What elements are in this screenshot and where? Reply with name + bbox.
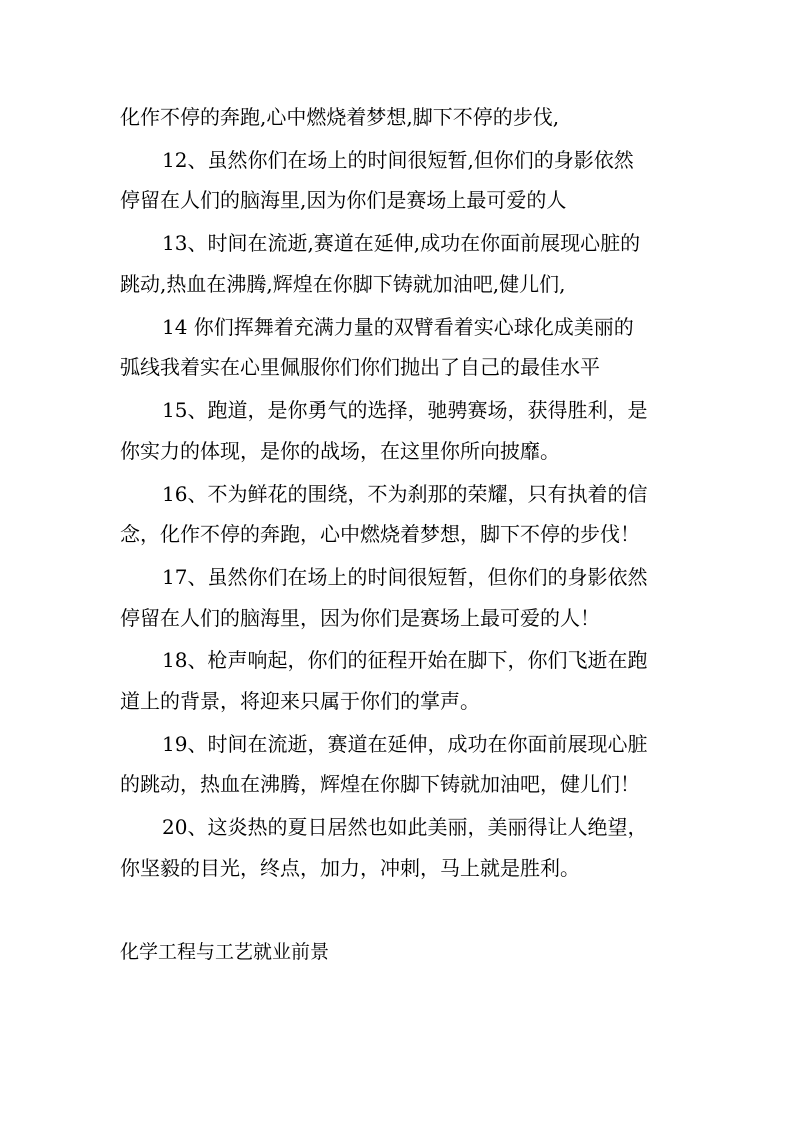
text-line-19: 你坚毅的目光，终点，加力，冲刺，马上就是胜利。 [120,856,580,880]
text-line-5: 跳动,热血在沸腾,辉煌在你脚下铸就加油吧,健儿们, [120,272,566,296]
text-line-12: 17、虽然你们在场上的时间很短暂，但你们的身影依然 [162,565,648,589]
text-line-2: 12、虽然你们在场上的时间很短暂,但你们的身影依然 [162,148,634,172]
text-line-10: 16、不为鲜花的围绕，不为刹那的荣耀，只有执着的信 [162,482,648,506]
text-line-4: 13、时间在流逝,赛道在延伸,成功在你面前展现心脏的 [162,231,641,255]
text-line-18: 20、这炎热的夏日居然也如此美丽，美丽得让人绝望， [162,815,648,839]
text-line-16: 19、时间在流逝，赛道在延伸，成功在你面前展现心脏 [162,732,648,756]
text-line-8: 15、跑道，是你勇气的选择，驰骋赛场，获得胜利，是 [162,398,648,422]
text-line-13: 停留在人们的脑海里，因为你们是赛场上最可爱的人！ [120,606,600,630]
text-line-7: 弧线我着实在心里佩服你们你们抛出了自己的最佳水平 [120,355,600,379]
text-line-14: 18、枪声响起，你们的征程开始在脚下，你们飞逝在跑 [162,648,648,672]
text-line-9: 你实力的体现，是你的战场，在这里你所向披靡。 [120,439,560,463]
text-line-11: 念，化作不停的奔跑，心中燃烧着梦想，脚下不停的步伐！ [120,522,640,546]
text-line-17: 的跳动，热血在沸腾，辉煌在你脚下铸就加油吧，健儿们！ [120,772,640,796]
text-line-15: 道上的背景，将迎来只属于你们的掌声。 [120,689,480,713]
section-heading: 化学工程与工艺就业前景 [120,941,330,963]
text-line-6: 14 你们挥舞着充满力量的双臂看着实心球化成美丽的 [162,315,634,339]
text-line-1: 化作不停的奔跑,心中燃烧着梦想,脚下不停的步伐, [120,105,560,129]
text-line-3: 停留在人们的脑海里,因为你们是赛场上最可爱的人 [120,188,567,212]
